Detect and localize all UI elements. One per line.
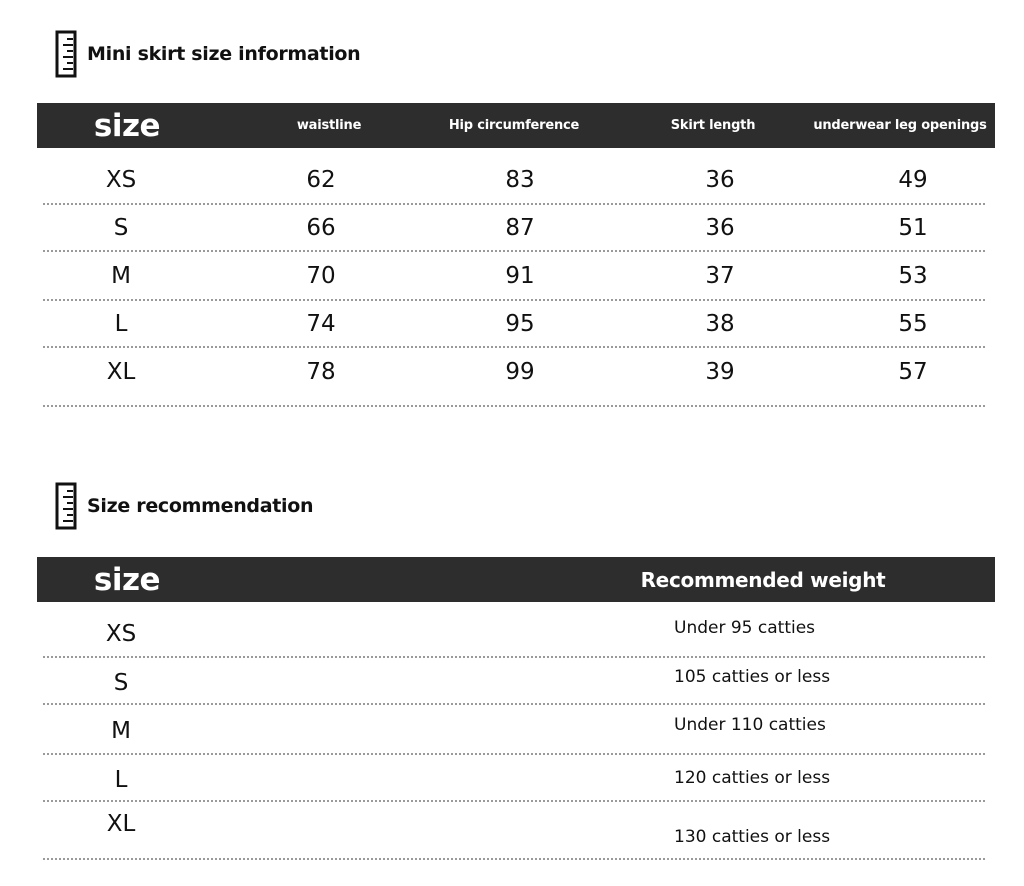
header-waistline: waistline [296, 118, 362, 133]
leg-opening-cell: 55 [898, 310, 928, 337]
size-recommendation-title: Size recommendation [87, 495, 314, 517]
size-info-title: Mini skirt size information [87, 43, 361, 65]
leg-opening-cell: 57 [898, 358, 928, 385]
hip-cell: 95 [505, 310, 535, 337]
header-recommended-weight: Recommended weight [640, 567, 886, 592]
skirt-length-cell: 36 [705, 214, 735, 241]
recommended-weight-cell: 130 catties or less [674, 827, 831, 847]
header-size: size [93, 107, 161, 144]
size-cell: XL [106, 358, 136, 385]
ruler-icon [55, 482, 77, 530]
table-row [43, 608, 985, 658]
skirt-length-cell: 37 [705, 262, 735, 289]
table-row [43, 252, 985, 301]
hip-cell: 87 [505, 214, 535, 241]
size-info-heading [55, 30, 360, 78]
leg-opening-cell: 53 [898, 262, 928, 289]
header-skirt-length: Skirt length [670, 118, 756, 133]
hip-cell: 83 [505, 166, 535, 193]
size-cell: L [114, 310, 128, 337]
table-row [43, 348, 985, 407]
table-row [43, 705, 985, 755]
table-row [43, 156, 985, 205]
recommended-weight-cell: Under 110 catties [674, 715, 826, 735]
size-cell: XL [106, 811, 136, 837]
size-cell: XS [105, 621, 137, 647]
size-info-header [37, 103, 995, 148]
waistline-cell: 62 [306, 166, 336, 193]
header-size: size [93, 561, 161, 598]
size-cell: XS [105, 166, 137, 193]
size-recommendation-header [37, 557, 995, 602]
size-cell: S [113, 214, 129, 241]
recommended-weight-cell: 105 catties or less [674, 666, 831, 687]
header-hip-circumference: Hip circumference [448, 118, 580, 133]
size-cell: M [111, 262, 131, 289]
ruler-icon [55, 30, 77, 78]
waistline-cell: 74 [306, 310, 336, 337]
hip-cell: 91 [505, 262, 535, 289]
waistline-cell: 78 [306, 358, 336, 385]
size-cell: S [113, 669, 129, 696]
table-row [43, 205, 985, 252]
size-cell: L [114, 766, 128, 793]
header-leg-openings: underwear leg openings [813, 118, 987, 133]
table-row [43, 658, 985, 705]
size-cell: M [111, 718, 131, 744]
leg-opening-cell: 49 [898, 166, 928, 193]
table-row [43, 301, 985, 348]
size-recommendation-heading [55, 482, 313, 530]
waistline-cell: 70 [306, 262, 336, 289]
skirt-length-cell: 38 [705, 310, 735, 337]
skirt-length-cell: 39 [705, 358, 735, 385]
recommended-weight-cell: 120 catties or less [674, 767, 831, 788]
hip-cell: 99 [505, 358, 535, 385]
leg-opening-cell: 51 [898, 214, 928, 241]
skirt-length-cell: 36 [705, 166, 735, 193]
table-row [43, 755, 985, 802]
recommended-weight-cell: Under 95 catties [674, 618, 816, 638]
waistline-cell: 66 [306, 214, 336, 241]
table-row [43, 802, 985, 860]
